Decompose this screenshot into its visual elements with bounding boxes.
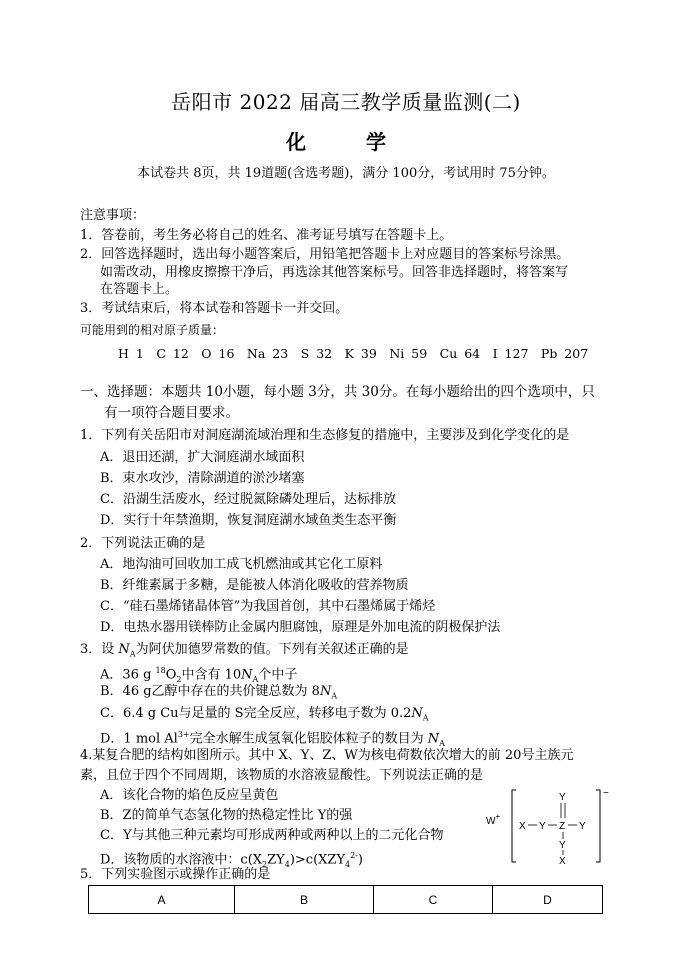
table-header-b: B bbox=[235, 886, 374, 914]
q1-option-d: D．实行十年禁渔期，恢复洞庭湖水域鱼类生态平衡 bbox=[100, 513, 397, 528]
section-heading-cont: 有一项符合题目要求。 bbox=[104, 405, 239, 421]
q2-option-d: D．电热水器用镁棒防止金属内胆腐蚀，原理是外加电流的阴极保护法 bbox=[100, 620, 501, 635]
q1-option-a: A．退田还湖，扩大洞庭湖水域面积 bbox=[100, 450, 305, 465]
page-title: 岳阳市 2022 届高三教学质量监测(二) bbox=[171, 90, 521, 114]
section-heading: 一、选择题：本题共 10小题，每小题 3分，共 30分。在每小题给出的四个选项中，只 bbox=[80, 384, 595, 400]
question-5-stem: 5．下列实验图示或操作正确的是 bbox=[80, 867, 271, 882]
question-3-stem: 3．设 $N_A$为阿伏加德罗常数的值。下列有关叙述正确的是 bbox=[80, 642, 409, 659]
q4-option-b: B．Z的简单气态氢化物的热稳定性比 Y的强 bbox=[100, 808, 353, 823]
q4-option-c: C．Y与其他三种元素均可形成两种或两种以上的二元化合物 bbox=[100, 828, 444, 843]
atomic-masses: H 1 C 12 O 16 Na 23 S 32 K 39 Ni 59 Cu 64 I 127 Pb 207 bbox=[118, 346, 589, 361]
q3-option-d: D．1 mol $Al^{3+}$完全水解生成氢氧化铝胶体粒子的数目为 $N_A$ bbox=[100, 730, 445, 748]
question-4-stem: 4.某复合肥的结构如图所示。其中 X、Y、Z、W为核电荷数依次增大的前 20号主族元 bbox=[80, 748, 574, 763]
q2-option-a: A．地沟油可回收加工成飞机燃油或其它化工原料 bbox=[100, 557, 383, 572]
exam-intro: 本试卷共 8页，共 19道题(含选考题)，满分 100分，考试用时 75分钟。 bbox=[137, 166, 555, 181]
q3-option-b: B．46 g乙醇中存在的共价键总数为 $8N_A$ bbox=[100, 684, 338, 701]
anion-charge: − bbox=[603, 788, 609, 799]
atom-z-center: Z bbox=[559, 821, 566, 832]
q4-option-d: D．该物质的水溶液中：$c(X_2ZY_4)>c(XZY_4^{2-})$ bbox=[100, 851, 363, 869]
table-header-d: D bbox=[493, 886, 603, 914]
cation-label: W+ bbox=[486, 812, 501, 827]
atom-y-left: Y bbox=[539, 821, 546, 832]
atom-x-bottom: X bbox=[559, 856, 566, 866]
atom-y-top: Y bbox=[559, 792, 566, 803]
q5-options-table bbox=[88, 885, 603, 914]
notice-item: 在答题卡上。 bbox=[100, 282, 179, 297]
right-bracket bbox=[596, 790, 600, 862]
atom-y-bottom: Y bbox=[559, 840, 566, 851]
q4-option-a: A．该化合物的焰色反应呈黄色 bbox=[100, 788, 279, 803]
question-4-stem-cont: 素，且位于四个不同周期，该物质的水溶液显酸性。下列说法正确的是 bbox=[80, 768, 484, 783]
subject-title: 化 学 bbox=[286, 130, 406, 154]
question-2-stem: 2．下列说法正确的是 bbox=[80, 536, 206, 551]
table-header-c: C bbox=[374, 886, 493, 914]
notice-item: 3．考试结束后，将本试卷和答题卡一并交回。 bbox=[80, 301, 349, 316]
q1-option-c: C．沿湖生活废水，经过脱氮除磷处理后，达标排放 bbox=[100, 492, 396, 507]
masses-heading: 可能用到的相对原子质量： bbox=[80, 323, 225, 337]
q1-option-b: B．束水攻沙，清除湖道的淤沙堵塞 bbox=[100, 471, 305, 486]
atom-y-right: Y bbox=[579, 821, 586, 832]
notice-item: 2．回答选择题时，选出每小题答案后，用铅笔把答题卡上对应题目的答案标号涂黑。 bbox=[80, 247, 570, 262]
notice-item: 如需改动，用橡皮擦擦干净后，再选涂其他答案标号。回答非选择题时，将答案写 bbox=[100, 265, 569, 280]
compound-structure-diagram bbox=[482, 786, 622, 866]
q3-option-a: A．36 g $^{18}O_2$中含有 $10N_A$个中子 bbox=[100, 666, 298, 684]
q3-option-c: C．6.4 g Cu与足量的 S完全反应，转移电子数为 $0.2N_A$ bbox=[100, 706, 429, 723]
atom-x-left: X bbox=[519, 821, 526, 832]
left-bracket bbox=[512, 790, 516, 862]
notice-item: 1．答卷前，考生务必将自己的姓名、准考证号填写在答题卡上。 bbox=[80, 228, 453, 243]
question-1-stem: 1．下列有关岳阳市对洞庭湖流域治理和生态修复的措施中，主要涉及到化学变化的是 bbox=[80, 428, 570, 443]
table-header-a: A bbox=[89, 886, 235, 914]
q2-option-b: B．纤维素属于多糖，是能被人体消化吸收的营养物质 bbox=[100, 578, 409, 593]
q2-option-c: C．“硅石墨烯锗晶体管”为我国首创，其中石墨烯属于烯烃 bbox=[100, 599, 436, 614]
notice-heading: 注意事项： bbox=[80, 208, 146, 223]
